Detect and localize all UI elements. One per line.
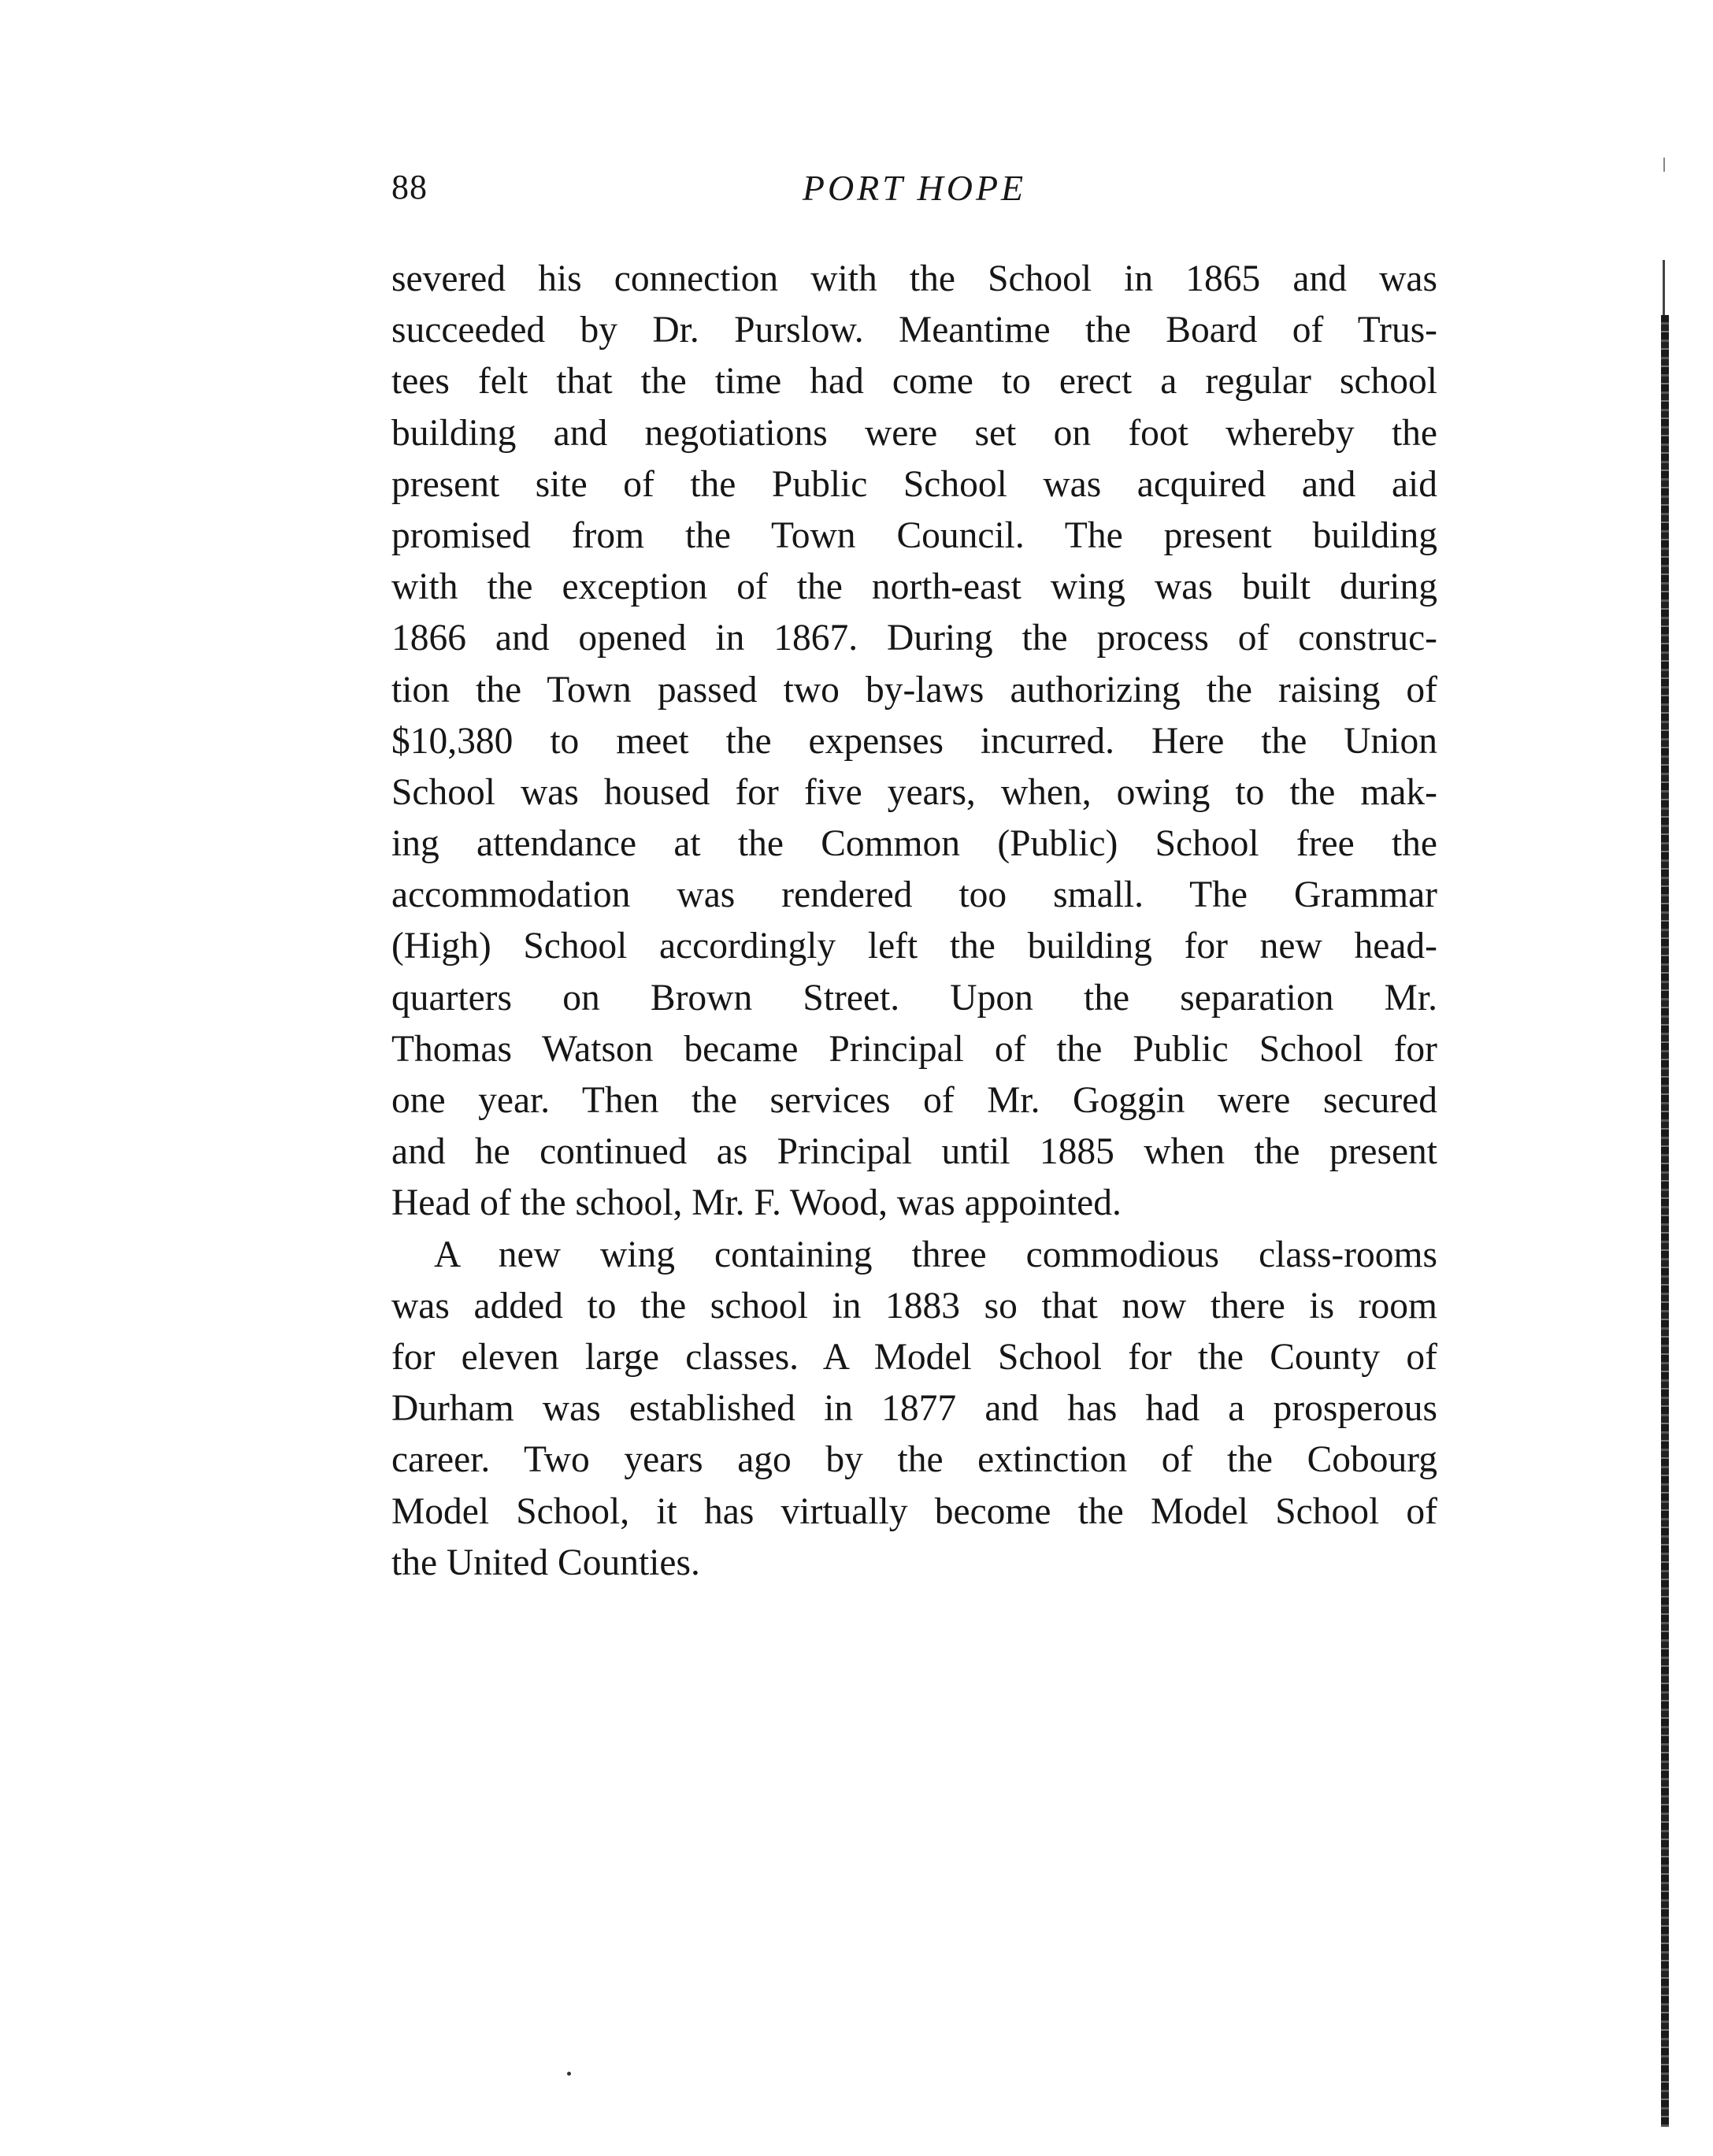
text-line: present site of the Public School was acquired and aid: [391, 463, 1437, 505]
text-line: tees felt that the time had come to erect a regular school: [391, 361, 1437, 403]
text-line: severed his connection with the School in 1865 and was: [391, 258, 1437, 299]
page-number: 88: [391, 168, 428, 206]
text-line: (High) School accordingly left the building for new head-: [391, 926, 1437, 967]
text-line: $10,380 to meet the expenses incurred. Here the Union: [391, 720, 1437, 762]
text-line: the United Counties.: [391, 1542, 700, 1583]
running-title: PORT HOPE: [802, 168, 1027, 208]
text-line: was added to the school in 1883 so that now there is room: [391, 1285, 1437, 1327]
binding-edge: [1661, 315, 1669, 2127]
scan-speck: [567, 2072, 571, 2076]
text-line: with the exception of the north-east wing was built during: [391, 566, 1437, 608]
text-line: Head of the school, Mr. F. Wood, was appointed.: [391, 1182, 1122, 1224]
text-line: accommodation was rendered too small. The Grammar: [391, 874, 1437, 916]
text-line: Model School, it has virtually become the Model School of: [391, 1490, 1437, 1532]
text-line: Thomas Watson became Principal of the Public School for: [391, 1028, 1437, 1070]
paragraph-2: [391, 1230, 1437, 1589]
text-line: A new wing containing three commodious class-rooms: [434, 1234, 1437, 1275]
text-line: tion the Town passed two by-laws authorizing the raising of: [391, 669, 1437, 711]
body-text: [391, 254, 1437, 1589]
binding-edge-top: [1663, 260, 1665, 319]
text-line: building and negotiations were set on foot whereby the: [391, 412, 1437, 454]
text-line: quarters on Brown Street. Upon the separation Mr.: [391, 977, 1437, 1019]
text-line: promised from the Town Council. The present building: [391, 514, 1437, 556]
text-line: and he continued as Principal until 1885 when the present: [391, 1131, 1437, 1173]
scan-mark: [1663, 158, 1665, 172]
text-line: Durham was established in 1877 and has had a prosperous: [391, 1388, 1437, 1430]
text-line: ing attendance at the Common (Public) School free the: [391, 823, 1437, 865]
text-line: one year. Then the services of Mr. Goggin were secured: [391, 1080, 1437, 1121]
text-line: succeeded by Dr. Purslow. Meantime the Board of Trus-: [391, 310, 1437, 351]
text-line: School was housed for five years, when, owing to the mak-: [391, 771, 1437, 813]
text-line: career. Two years ago by the extinction of the Cobourg: [391, 1439, 1437, 1481]
binding-gutter-shadow: [1656, 260, 1674, 2135]
text-line: for eleven large classes. A Model School for the County of: [391, 1336, 1437, 1378]
running-head: [391, 167, 1437, 214]
paragraph-1: [391, 254, 1437, 1230]
text-line: 1866 and opened in 1867. During the process of construc-: [391, 618, 1437, 659]
